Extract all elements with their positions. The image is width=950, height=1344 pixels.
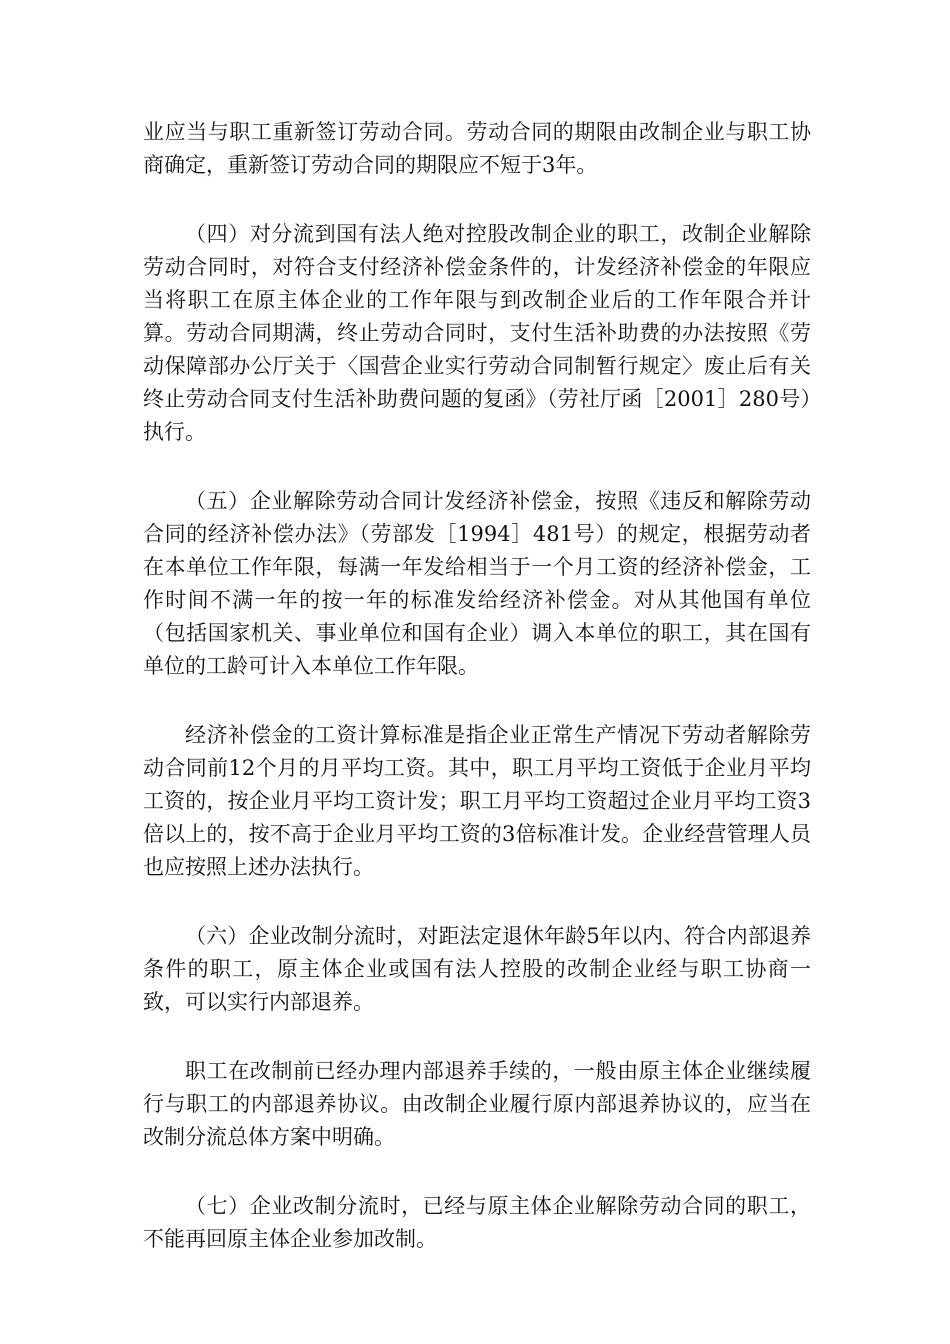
document-body bbox=[143, 116, 811, 1256]
paragraph-internal-retirement: 职工在改制前已经办理内部退养手续的，一般由原主体企业继续履行与职工的内部退养协议。由改制企业履行原内部退养协议的，应当在改制分流总体方案中明确。 bbox=[143, 1059, 811, 1149]
paragraph-wage-standard: 经济补偿金的工资计算标准是指企业正常生产情况下劳动者解除劳动合同前12个月的月平均工资。其中，职工月平均工资低于企业月平均工资的，按企业月平均工资计发；职工月平均工资超过企业月平均工资3倍以上的，按不高于企业月平均工资的3倍标准计发。企业经营管理人员也应按照上述办法执行。 bbox=[143, 723, 811, 879]
paragraph-item-6: （六）企业改制分流时，对距法定退休年龄5年以内、符合内部退养条件的职工，原主体企业或国有法人控股的改制企业经与职工协商一致，可以实行内部退养。 bbox=[143, 924, 811, 1014]
paragraph-item-4: （四）对分流到国有法人绝对控股改制企业的职工，改制企业解除劳动合同时，对符合支付经济补偿金条件的，计发经济补偿金的年限应当将职工在原主体企业的工作年限与到改制企业后的工作年限合并计算。劳动合同期满，终止劳动合同时，支付生活补助费的办法按照《劳动保障部办公厅关于〈国营企业实行劳动合同制暂行规定〉废止后有关终止劳动合同支付生活补助费问题的复函》（劳社厅函［2001］280号）执行。 bbox=[143, 222, 811, 444]
paragraph-item-5: （五）企业解除劳动合同计发经济补偿金，按照《违反和解除劳动合同的经济补偿办法》（劳部发［1994］481号）的规定，根据劳动者在本单位工作年限，每满一年发给相当于一个月工资的经济补偿金，工作时间不满一年的按一年的标准发给经济补偿金。对从其他国有单位（包括国家机关、事业单位和国有企业）调入本单位的职工，其在国有单位的工龄可计入本单位工作年限。 bbox=[143, 489, 811, 678]
paragraph-item-7: （七）企业改制分流时，已经与原主体企业解除劳动合同的职工，不能再回原主体企业参加改制。 bbox=[143, 1194, 811, 1251]
paragraph-contract-renewal: 业应当与职工重新签订劳动合同。劳动合同的期限由改制企业与职工协商确定，重新签订劳动合同的期限应不短于3年。 bbox=[143, 120, 811, 177]
